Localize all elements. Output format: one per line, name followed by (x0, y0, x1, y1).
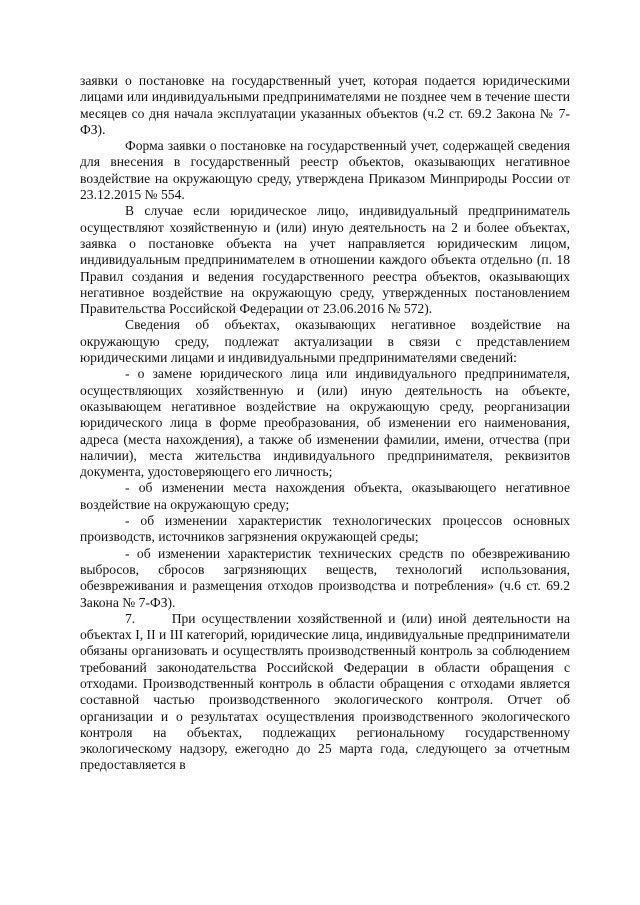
paragraph-actualization: Сведения об объектах, оказывающих негативное воздействие на окружающую среду, подлежат актуализации в связи с представлением юридическими лицами и индивидуальными предпринимателями сведений: (80, 317, 570, 366)
paragraph-multiple-objects: В случае если юридическое лицо, индивидуальный предприниматель осуществляют хозяйственную и (или) иную деятельность на 2 и более объектах, заявка о постановке объекта на учет направляется юридическим лицом, индивидуальным предпринимателем в отношении каждого объекта отдельно (п. 18 Правил создания и ведения государственного реестра объектов, оказывающих негативное воздействие на окружающую среду, утвержденных постановлением Правительства Российской Федерации от 23.06.2016 № 572). (80, 203, 570, 317)
paragraph-application-form: Форма заявки о постановке на государственный учет, содержащей сведения для внесения в государственный реестр объектов, оказывающих негативное воздействие на окружающую среду, утверждена Приказом Минприроды России от 23.12.2015 № 554. (80, 138, 570, 203)
list-item-equipment-change: - об изменении характеристик технических средств по обезвреживанию выбросов, сбросов загрязняющих веществ, технологий использования, обезвреживания и размещения отходов производства и потребления» (ч.6 ст. 69.2 Закона № 7-ФЗ). (80, 545, 570, 610)
list-item-process-change: - об изменении характеристик технологических процессов основных производств, источников загрязнения окружающей среды; (80, 513, 570, 545)
paragraph-section-7: 7. При осуществлении хозяйственной и (или) иной деятельности на объектах I, II и III категорий, юридические лица, индивидуальные предприниматели обязаны организовать и осуществлять производственный контроль за соблюдением требований законодательства Российской Федерации в области обращения с отходами. Производственный контроль в области обращения с отходами является составной частью производственного экологического контроля. Отчет об организации и о результатах осуществления производственного экологического контроля на объектах, подлежащих региональному государственному экологическому надзору, ежегодно до 25 марта года, следующего за отчетным предоставляется в (80, 610, 570, 773)
paragraph-continuation: заявки о постановке на государственный учет, которая подается юридическими лицами или индивидуальными предпринимателями не позднее чем в течение шести месяцев со дня начала эксплуатации указанных объектов (ч.2 ст. 69.2 Закона № 7-ФЗ). (80, 73, 570, 137)
document-body (80, 73, 570, 774)
list-item-replacement: - о замене юридического лица или индивидуального предпринимателя, осуществляющих хозяйственную и (или) иную деятельность на объекте, оказывающем негативное воздействие на окружающую среду, реорганизации юридического лица в форме преобразования, об изменении его наименования, адреса (места нахождения), а также об изменении фамилии, имени, отчества (при наличии), места жительства индивидуального предпринимателя, реквизитов документа, удостоверяющего его личность; (80, 366, 570, 480)
list-item-location-change: - об изменении места нахождения объекта, оказывающего негативное воздействие на окружающую среду; (80, 480, 570, 512)
